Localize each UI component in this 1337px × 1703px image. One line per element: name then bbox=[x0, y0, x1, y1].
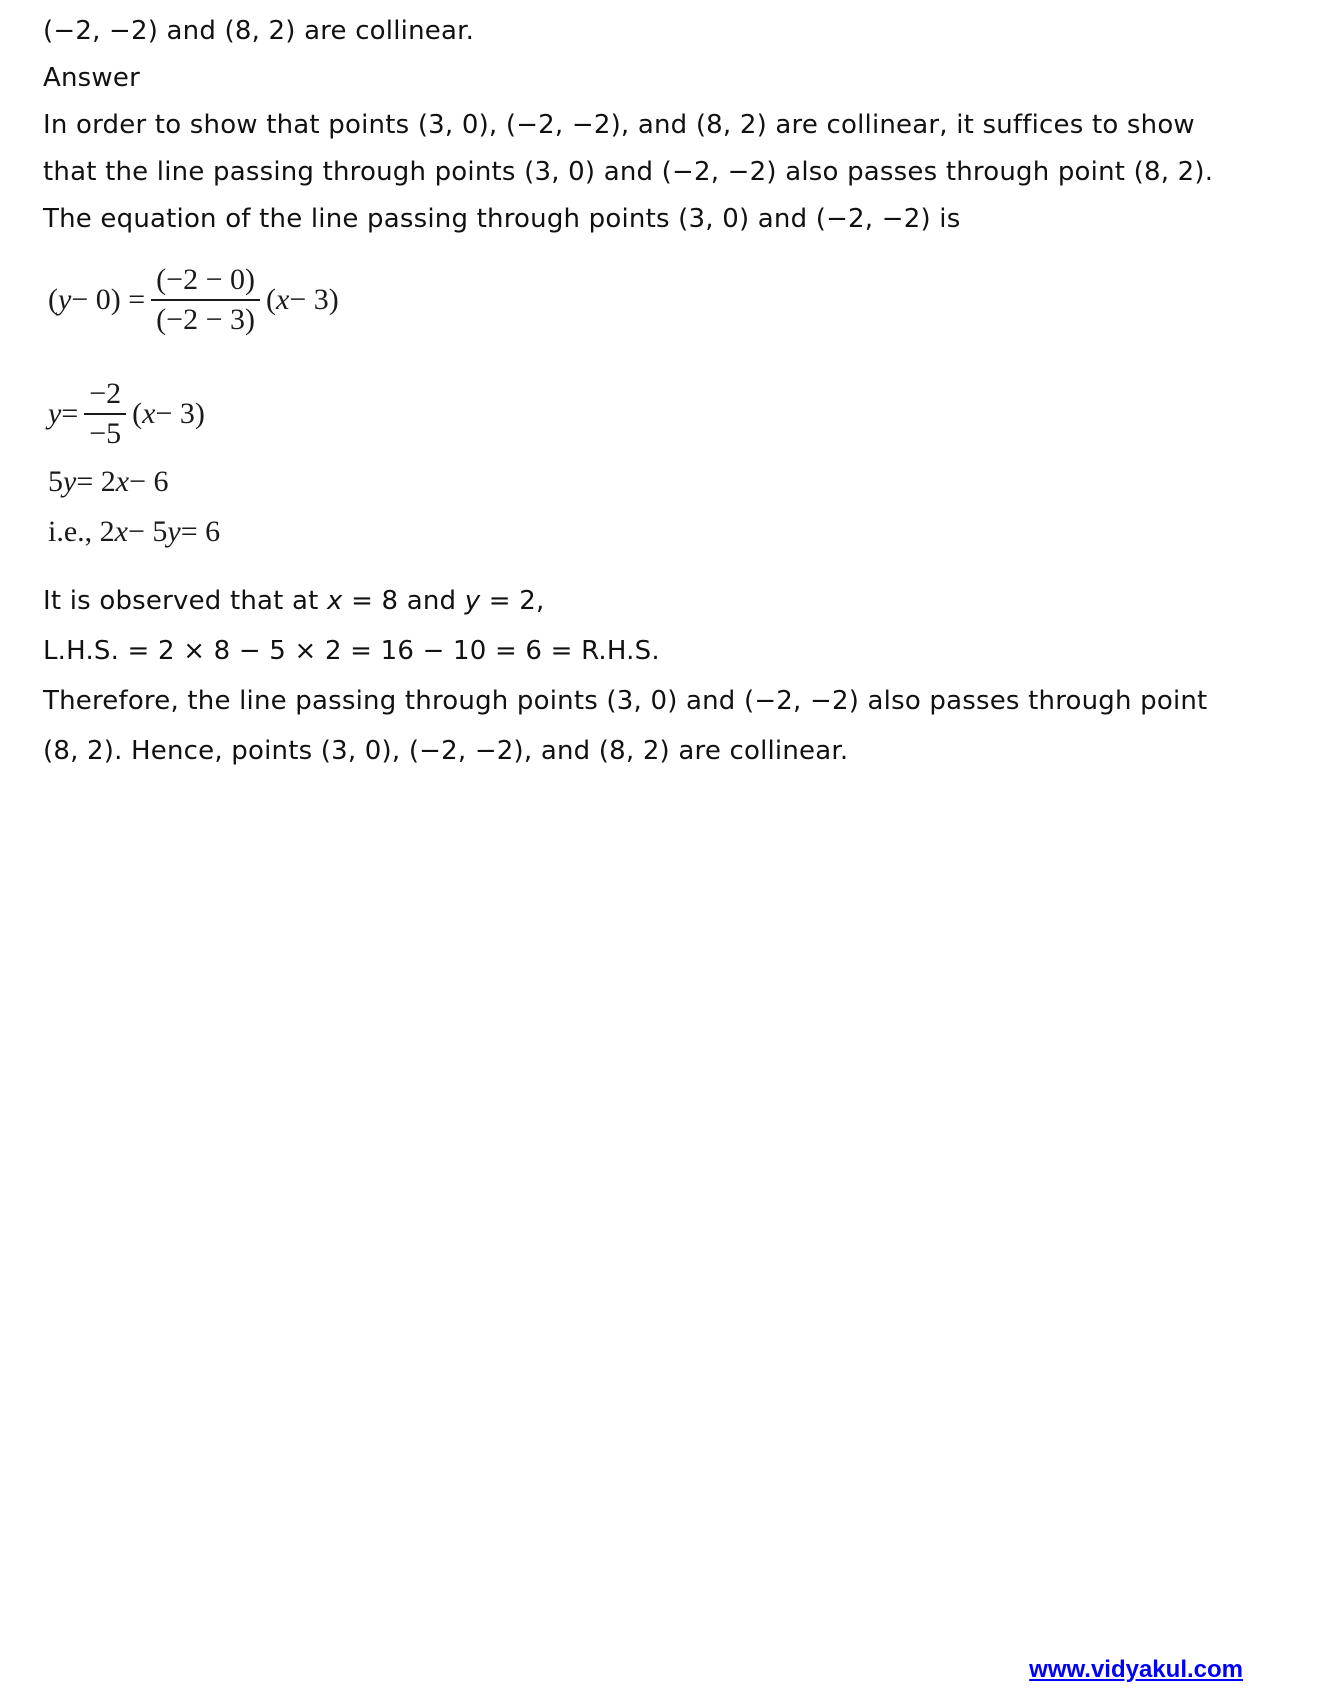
equation-text: − 6 bbox=[129, 465, 169, 498]
equation-text: − 3) bbox=[155, 397, 205, 430]
fraction-numerator: (−2 − 0) bbox=[156, 263, 255, 296]
fraction-denominator: (−2 − 3) bbox=[151, 299, 260, 339]
fraction-denominator: −5 bbox=[84, 413, 126, 453]
observation-line-1 bbox=[43, 576, 1337, 626]
equation-text: − 3) bbox=[289, 283, 339, 316]
fraction bbox=[151, 261, 260, 339]
intro-line: (−2, −2) and (8, 2) are collinear. bbox=[43, 16, 475, 46]
variable-y: y bbox=[464, 586, 481, 616]
equation-text: − 0) = bbox=[71, 283, 146, 316]
vidyakul-footer-link[interactable]: www.vidyakul.com bbox=[1029, 1656, 1243, 1683]
equation-line-2x-5y-6 bbox=[48, 512, 1337, 552]
equation-line-slope-form bbox=[48, 261, 1337, 339]
variable-x: x bbox=[114, 515, 128, 548]
lhs-rhs-check-line: L.H.S. = 2 × 8 − 5 × 2 = 16 − 10 = 6 = R.H.S. bbox=[43, 636, 660, 666]
equation-text: ( bbox=[265, 283, 276, 316]
equation-text: = bbox=[61, 397, 79, 430]
observation-text: It is observed that at bbox=[43, 586, 328, 616]
equation-text: i.e., 2 bbox=[48, 515, 115, 548]
equation-text: 5 bbox=[48, 465, 63, 498]
paragraph-line-1: In order to show that points (3, 0), (−2, −2), and (8, 2) are collinear, it suffices to show bbox=[43, 110, 1195, 140]
fraction bbox=[84, 375, 126, 453]
equation-text: ( bbox=[48, 283, 58, 316]
fraction-numerator: −2 bbox=[89, 377, 122, 410]
equation-line-5y-2x-6 bbox=[48, 462, 1337, 502]
variable-y: y bbox=[48, 397, 62, 430]
variable-y: y bbox=[167, 515, 181, 548]
equation-text: − 5 bbox=[127, 515, 168, 548]
document-content bbox=[0, 0, 1337, 776]
paragraph-line-3: The equation of the line passing through points (3, 0) and (−2, −2) is bbox=[43, 204, 961, 234]
variable-y: y bbox=[63, 465, 77, 498]
conclusion-line-1: Therefore, the line passing through points (3, 0) and (−2, −2) also passes through point bbox=[43, 686, 1208, 716]
variable-x: x bbox=[142, 397, 156, 430]
variable-x: x bbox=[327, 586, 343, 616]
math-block bbox=[48, 261, 1337, 552]
variable-x: x bbox=[275, 283, 290, 316]
variable-x: x bbox=[115, 465, 130, 498]
answer-label: Answer bbox=[43, 63, 140, 93]
equation-text: ( bbox=[132, 397, 143, 430]
paragraph-line-2: that the line passing through points (3, 0) and (−2, −2) also passes through point (8, 2). bbox=[43, 157, 1214, 187]
equation-text: = 2 bbox=[76, 465, 116, 498]
observation-text: = 2, bbox=[480, 586, 545, 616]
conclusion-line-2: (8, 2). Hence, points (3, 0), (−2, −2), and (8, 2) are collinear. bbox=[43, 736, 849, 766]
variable-y: y bbox=[58, 283, 72, 316]
observation-text: = 8 and bbox=[342, 586, 465, 616]
equation-text: = 6 bbox=[180, 515, 221, 548]
equation-line-simplified-fraction bbox=[48, 375, 1337, 453]
